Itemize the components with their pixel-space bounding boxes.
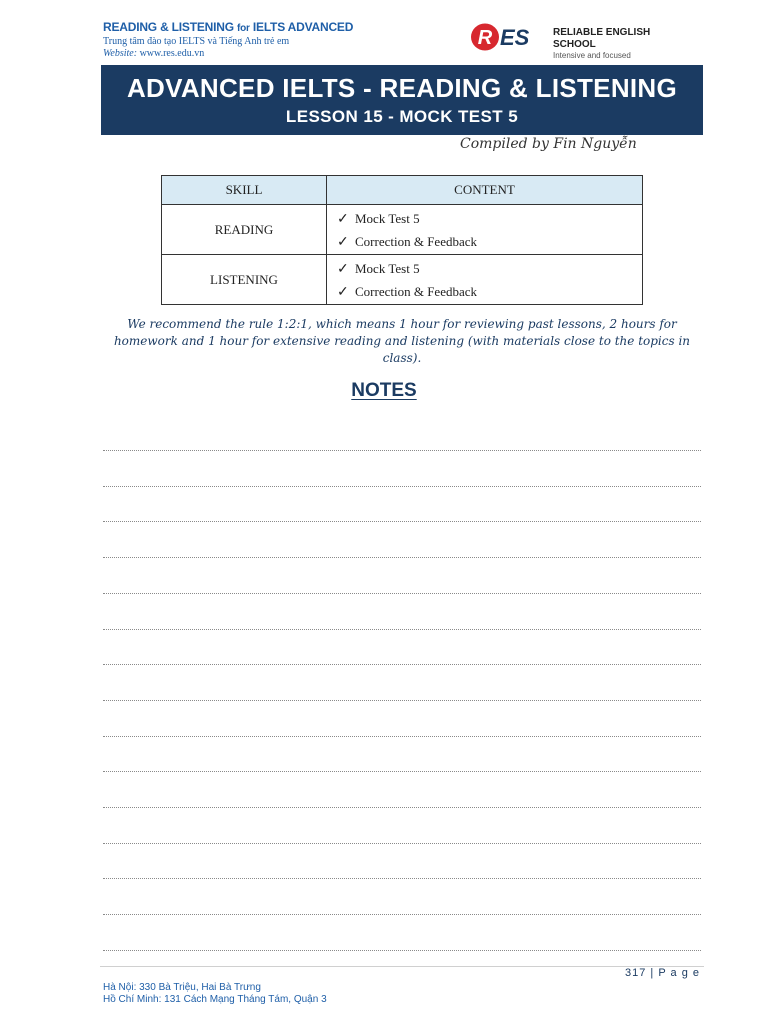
course-main: READING & LISTENING [103, 20, 238, 34]
note-line [103, 807, 701, 808]
note-line [103, 843, 701, 844]
lesson-table [161, 175, 643, 305]
list-item [337, 230, 632, 253]
svg-text:R: R [477, 27, 493, 49]
skill-listening: LISTENING [162, 255, 327, 305]
banner-title: ADVANCED IELTS - READING & LISTENING [126, 73, 678, 103]
note-line [103, 593, 701, 594]
address-hanoi: Hà Nội: 330 Bà Triệu, Hai Bà Trưng [103, 982, 261, 993]
logo-name: RELIABLE ENGLISH SCHOOL [553, 27, 651, 50]
page-header [103, 20, 703, 64]
header-content: CONTENT [327, 176, 643, 205]
note-line [103, 557, 701, 558]
footer-divider [100, 966, 704, 967]
note-line [103, 950, 701, 951]
website-label: Website: [103, 48, 138, 59]
footer-addresses [103, 982, 327, 1006]
table-row-listening [162, 255, 643, 305]
table-row-reading [162, 205, 643, 255]
list-item [337, 207, 632, 230]
item-label: Mock Test 5 [355, 210, 420, 226]
header-course-info [103, 20, 353, 60]
course-name [103, 20, 353, 36]
study-recommendation: We recommend the rule 1:2:1, which means 1 hour for reviewing past lessons, 2 hours for homework and 1 hour for extensive reading and listening (with materials close to the topics in class). [113, 317, 691, 365]
notes-heading: NOTES [351, 380, 417, 401]
res-logo-mark [470, 22, 552, 52]
content-listening [327, 255, 643, 305]
banner-subtitle: LESSON 15 - MOCK TEST 5 [285, 107, 519, 126]
logo-tagline: Intensive and focused [553, 51, 631, 60]
center-subtitle: Trung tâm đào tạo IELTS và Tiếng Anh trẻ em [103, 36, 290, 47]
check-icon: ✓ [337, 261, 349, 277]
note-line [103, 771, 701, 772]
list-item [337, 257, 632, 280]
skill-reading: READING [162, 205, 327, 255]
list-item [337, 280, 632, 303]
table-header-row [162, 176, 643, 205]
note-line [103, 736, 701, 737]
note-line [103, 521, 701, 522]
item-label: Correction & Feedback [355, 283, 478, 299]
note-line [103, 664, 701, 665]
res-logo [470, 22, 695, 60]
note-line [103, 450, 701, 451]
header-skill: SKILL [162, 176, 327, 205]
logo-text [553, 27, 695, 61]
check-icon: ✓ [337, 234, 349, 250]
course-level: IELTS ADVANCED [249, 20, 354, 34]
note-line [103, 914, 701, 915]
website-url: www.res.edu.vn [137, 48, 205, 59]
item-label: Mock Test 5 [355, 260, 420, 276]
compiled-by: Compiled by Fin Nguyễn [460, 136, 637, 152]
note-line [103, 629, 701, 630]
address-hcm: Hồ Chí Minh: 131 Cách Mạng Tháng Tám, Quận 3 [103, 994, 327, 1005]
item-label: Correction & Feedback [355, 233, 478, 249]
check-icon: ✓ [337, 284, 349, 300]
note-line [103, 878, 701, 879]
note-line [103, 486, 701, 487]
check-icon: ✓ [337, 211, 349, 227]
svg-text:ES: ES [500, 25, 530, 50]
course-for: for [237, 23, 250, 34]
website [103, 48, 353, 60]
page-number: 317 | P a g e [625, 967, 700, 979]
note-line [103, 700, 701, 701]
title-banner [101, 65, 703, 135]
content-reading [327, 205, 643, 255]
